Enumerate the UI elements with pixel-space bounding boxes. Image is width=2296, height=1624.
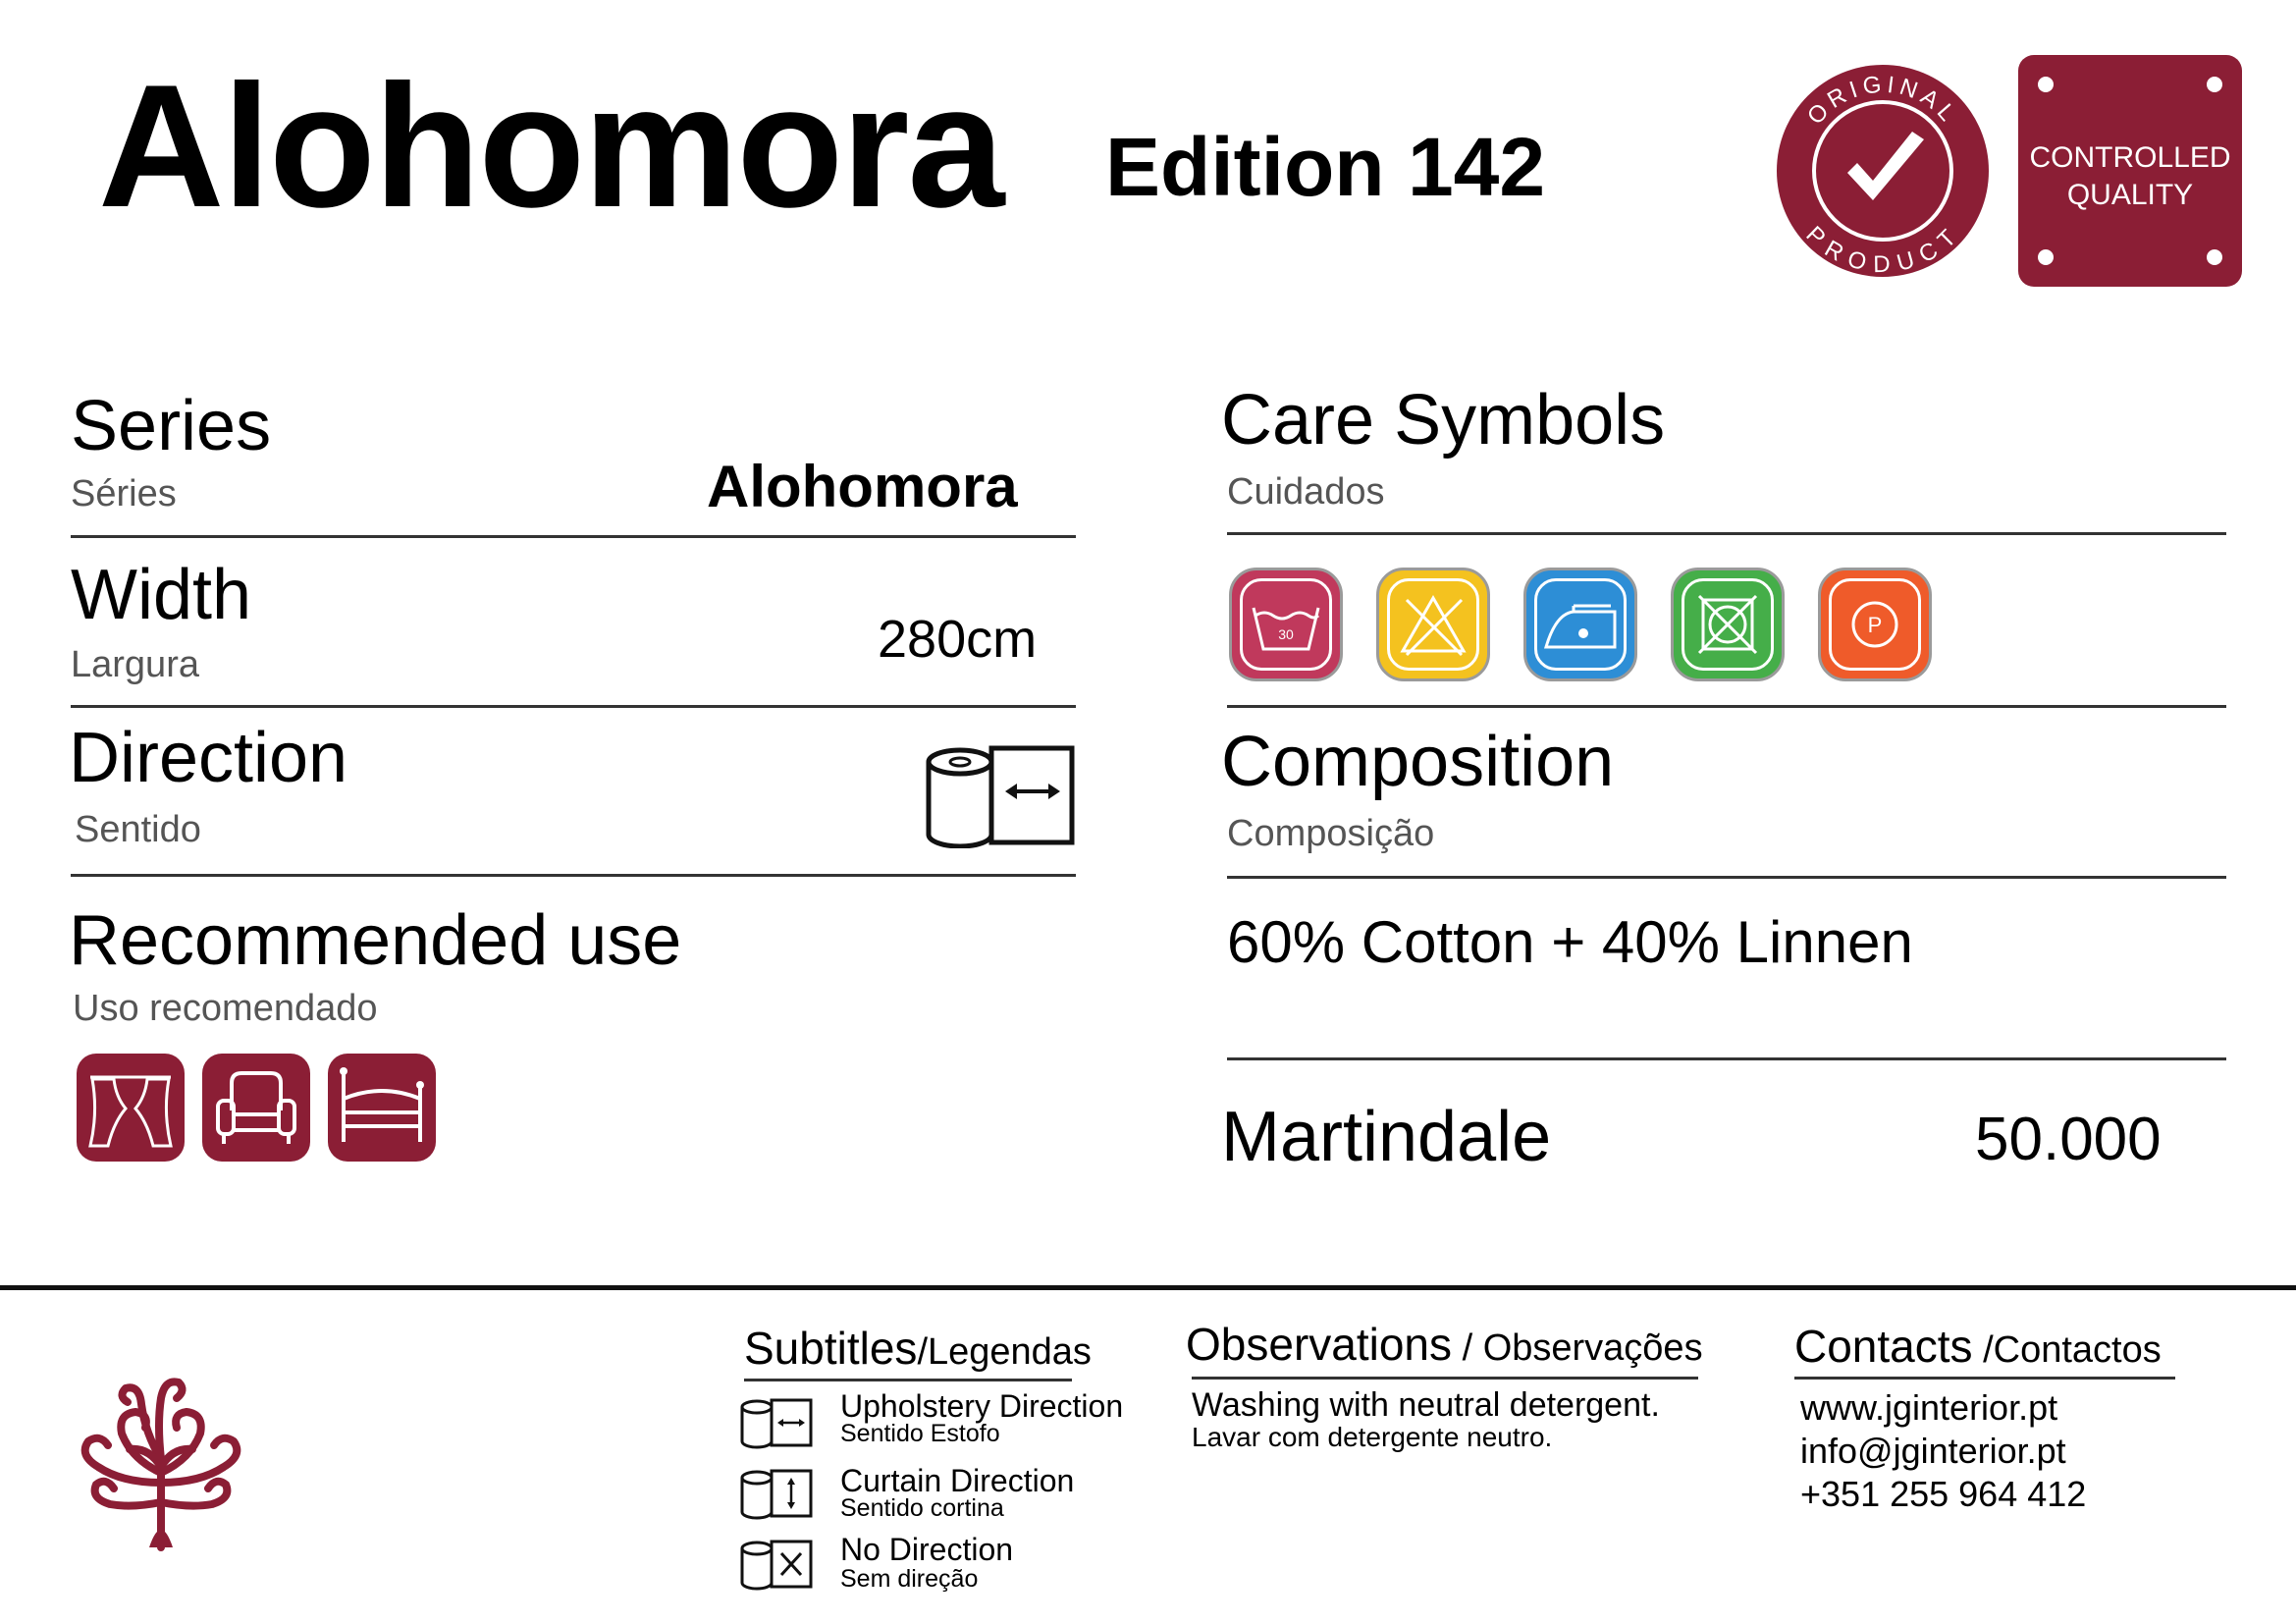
contacts-heading	[1794, 1321, 2162, 1372]
divider	[71, 535, 1076, 538]
dry-clean-p-icon	[1818, 568, 1932, 681]
divider	[1227, 1057, 2226, 1060]
subtitles-underline	[744, 1379, 1072, 1381]
recommended-use-sublabel: Uso recomendado	[73, 988, 378, 1029]
contacts-title-sub: /Contactos	[1972, 1329, 2162, 1371]
curtain-icon	[77, 1054, 185, 1162]
phone-number[interactable]: +351 255 964 412	[1800, 1474, 2087, 1514]
wash-temp-text: 30	[1278, 626, 1294, 642]
subtitles-title: Subtitles	[744, 1323, 918, 1374]
composition-label: Composition	[1221, 723, 1615, 801]
composition-sublabel: Composição	[1227, 813, 1435, 854]
page-title: Alohomora	[98, 48, 1003, 244]
roll-horizontal-arrow-icon	[923, 744, 1076, 848]
recommended-use-label: Recommended use	[69, 901, 682, 980]
width-value: 280cm	[878, 610, 1038, 669]
care-symbols-sublabel: Cuidados	[1227, 471, 1385, 513]
roll-no-direction-icon	[738, 1538, 815, 1593]
iron-one-dot-icon	[1523, 568, 1637, 681]
series-value: Alohomora	[707, 454, 1018, 519]
subtitles-title-sub: /Legendas	[917, 1331, 1092, 1373]
observations-title: Observations	[1186, 1319, 1453, 1370]
contacts-title: Contacts	[1794, 1321, 1973, 1372]
dry-clean-letter: P	[1867, 613, 1883, 637]
brand-tree-logo	[63, 1365, 259, 1555]
badge-bottom-text: PRODUCT	[1800, 221, 1965, 278]
divider	[1227, 532, 2226, 535]
contacts-underline	[1794, 1377, 2175, 1380]
quality-line-1: CONTROLLED	[2029, 141, 2231, 174]
roll-horizontal-arrow-icon	[738, 1396, 815, 1451]
roll-vertical-arrow-icon	[738, 1467, 815, 1522]
badge-top-text: ORIGINAL	[1802, 71, 1964, 131]
bed-icon	[328, 1054, 436, 1162]
divider	[1227, 876, 2226, 879]
care-symbols-label: Care Symbols	[1221, 381, 1666, 460]
width-label: Width	[71, 556, 252, 634]
controlled-quality-badge	[2018, 55, 2242, 287]
wash-30-icon	[1229, 568, 1343, 681]
composition-value: 60% Cotton + 40% Linnen	[1227, 909, 1913, 975]
observation-text-pt: Lavar com detergente neutro.	[1192, 1422, 1553, 1452]
divider	[1227, 705, 2226, 708]
legend-item-main: Curtain Direction	[840, 1463, 1075, 1498]
edition-label: Edition 142	[1105, 121, 1546, 213]
series-label: Series	[71, 387, 272, 465]
observations-heading	[1186, 1319, 1703, 1370]
armchair-icon	[202, 1054, 310, 1162]
subtitles-heading	[744, 1323, 1092, 1374]
martindale-label: Martindale	[1221, 1098, 1552, 1176]
observations-underline	[1192, 1377, 1698, 1380]
legend-item-main: No Direction	[840, 1532, 1014, 1567]
no-tumble-dry-icon	[1671, 568, 1785, 681]
footer-divider	[0, 1285, 2296, 1290]
observation-text: Washing with neutral detergent.	[1192, 1386, 1660, 1424]
divider	[71, 705, 1076, 708]
legend-item-main: Upholstery Direction	[840, 1388, 1124, 1424]
direction-label: Direction	[69, 719, 348, 797]
martindale-value: 50.000	[1975, 1106, 2162, 1173]
legend-item-sub: Sentido Estofo	[840, 1420, 1000, 1447]
series-sublabel: Séries	[71, 473, 177, 514]
no-bleach-icon	[1376, 568, 1490, 681]
email-link[interactable]: info@jginterior.pt	[1800, 1431, 2066, 1471]
legend-item-sub: Sentido cortina	[840, 1494, 1004, 1522]
width-sublabel: Largura	[71, 644, 199, 685]
legend-item-sub: Sem direção	[840, 1565, 979, 1593]
divider	[71, 874, 1076, 877]
quality-line-2: QUALITY	[2066, 179, 2194, 211]
direction-sublabel: Sentido	[75, 809, 201, 850]
observations-title-sub: / Observações	[1452, 1327, 1703, 1369]
original-product-badge	[1775, 55, 1991, 287]
website-link[interactable]: www.jginterior.pt	[1800, 1387, 2058, 1428]
